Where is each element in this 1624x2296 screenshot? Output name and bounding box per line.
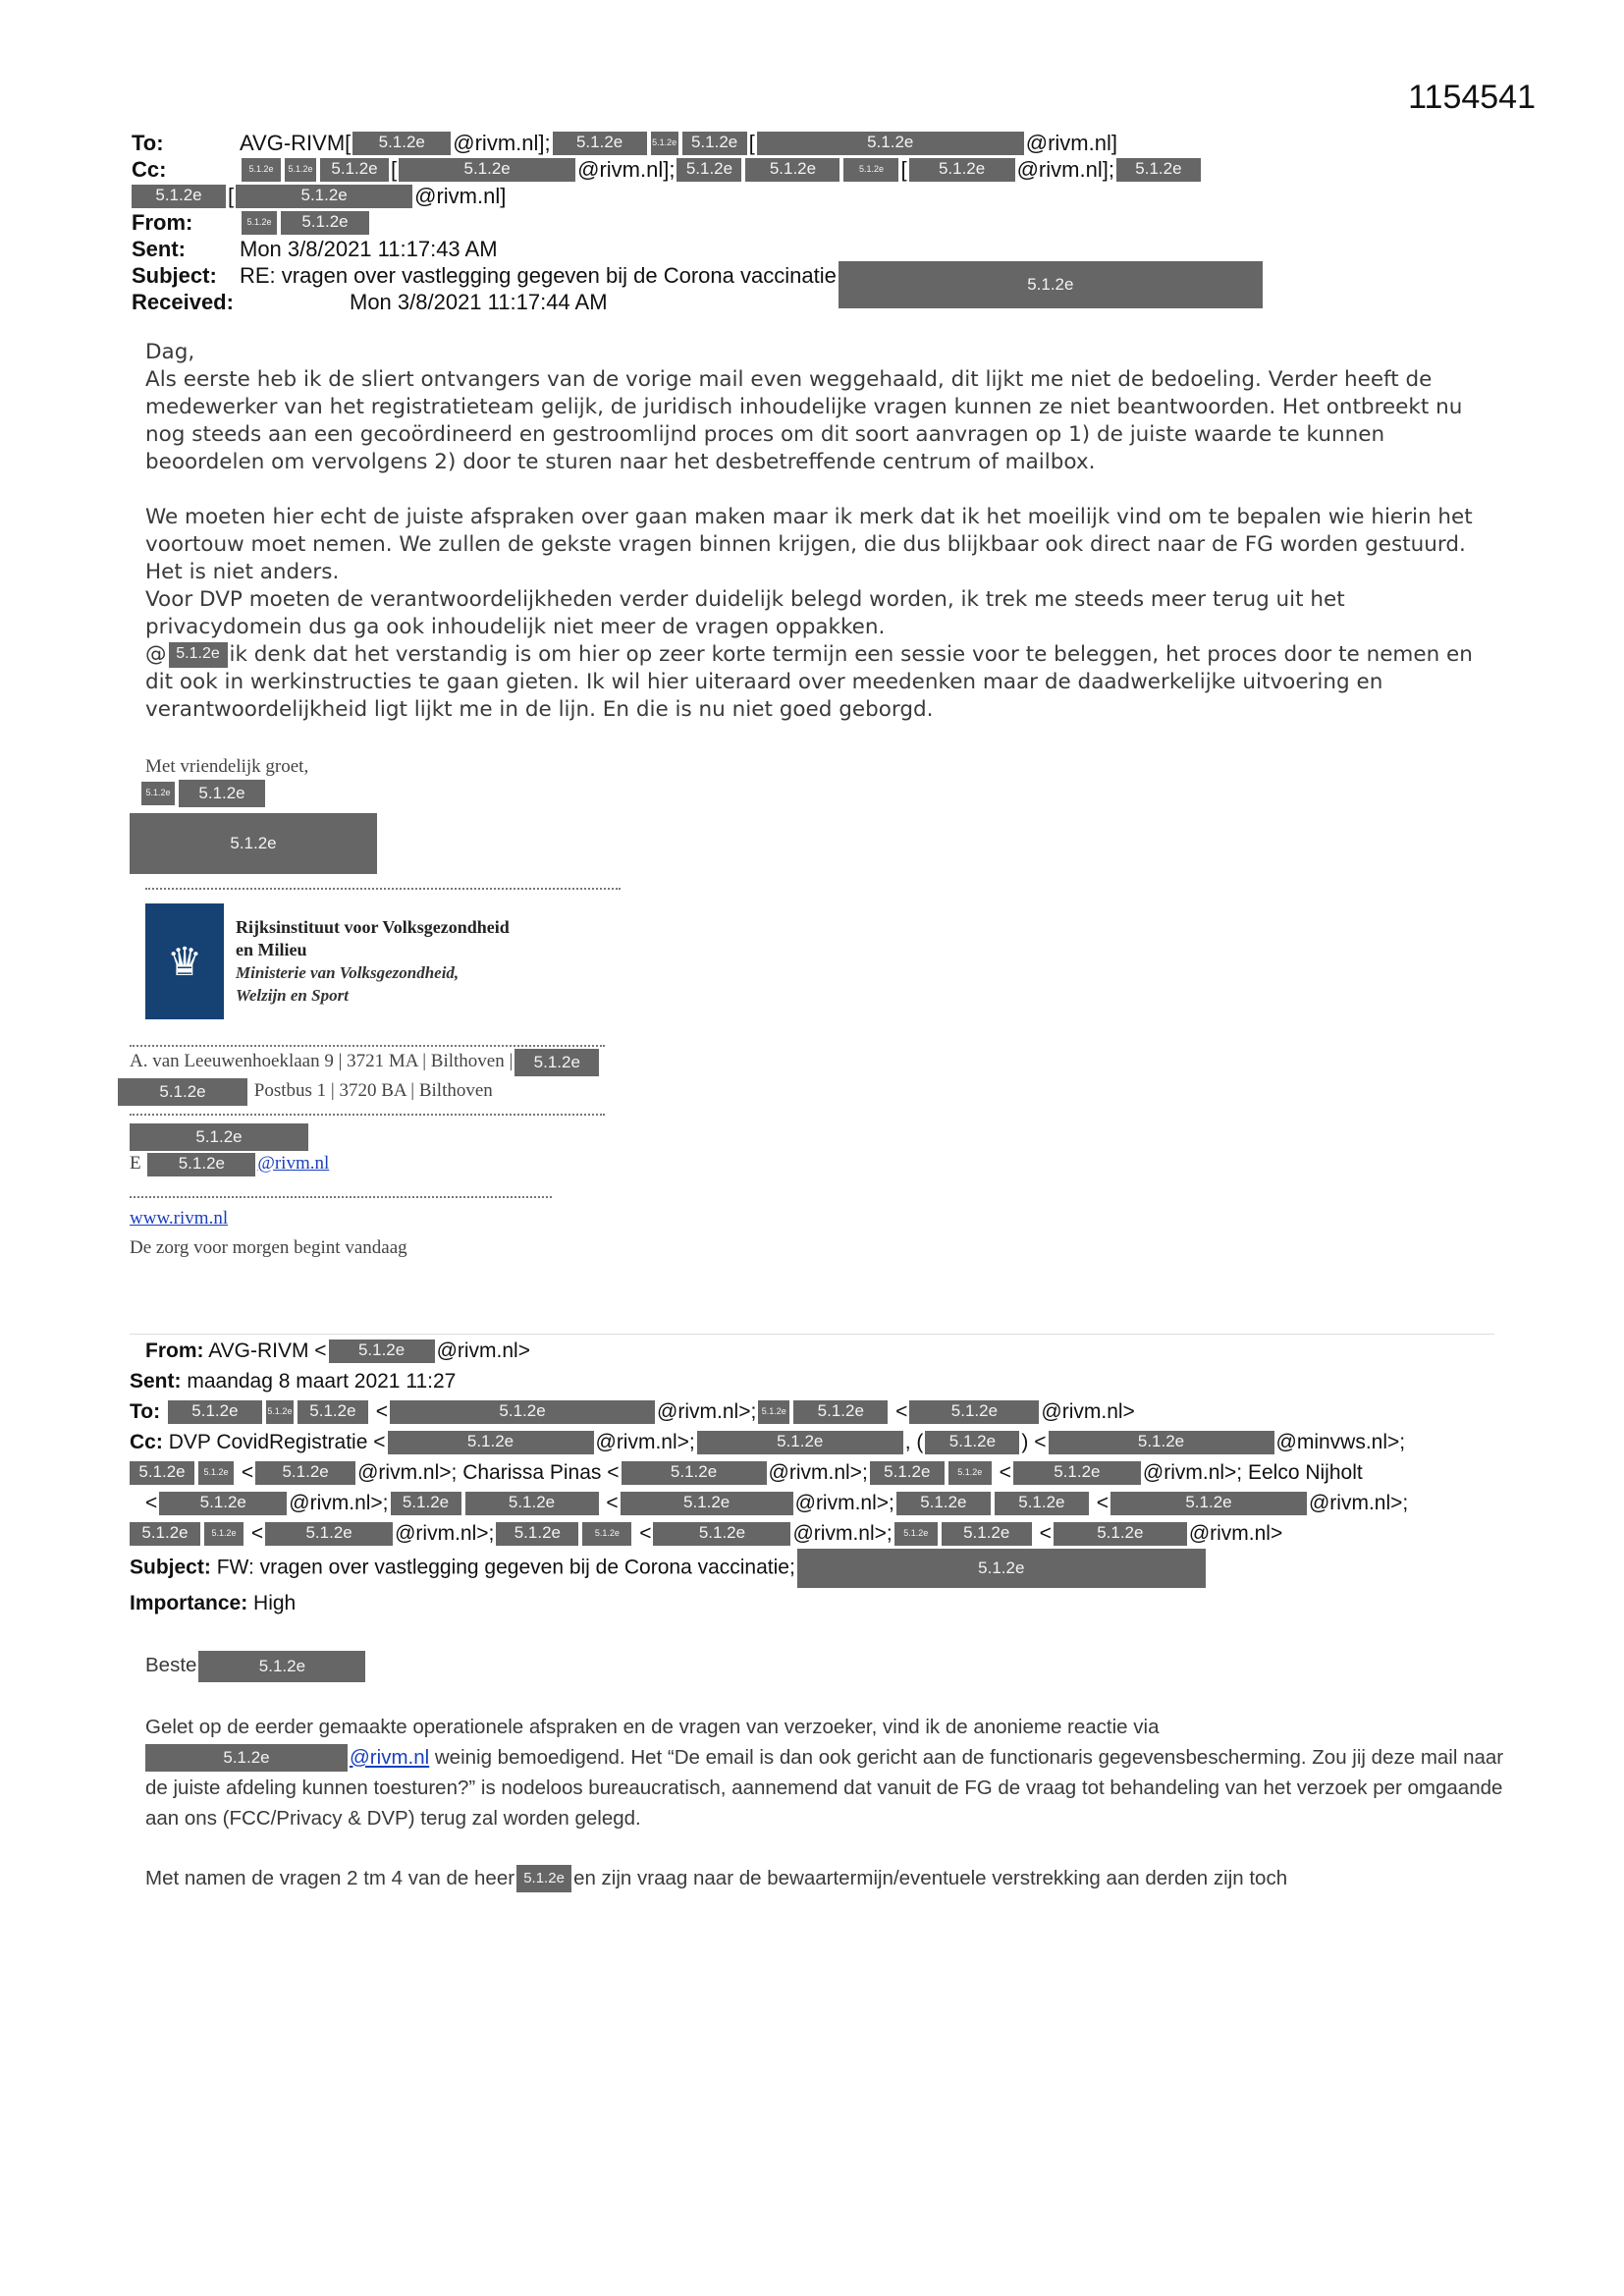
email-body: [145, 339, 1500, 724]
redaction: 5.1.2e: [266, 1400, 294, 1424]
redaction: 5.1.2e: [621, 1492, 793, 1515]
redaction: 5.1.2e: [697, 1431, 903, 1454]
to-row: [132, 130, 1526, 156]
lt: <: [250, 1522, 264, 1545]
minvws-domain: @minvws.nl>;: [1275, 1431, 1406, 1453]
postbus: Postbus 1 | 3720 BA | Bilthoven: [253, 1080, 493, 1101]
lt: <: [1039, 1522, 1052, 1545]
redaction: 5.1.2e: [132, 185, 226, 208]
redaction: 5.1.2e: [1116, 158, 1201, 182]
bracket: [: [228, 184, 235, 208]
separator: [130, 1334, 1494, 1335]
redaction: 5.1.2e: [281, 211, 369, 235]
to-label: To:: [132, 131, 164, 155]
lt: <: [145, 1492, 158, 1514]
redaction: 5.1.2e: [896, 1492, 991, 1515]
logo-line-1: Rijksinstituut voor Volksgezondheid: [236, 917, 510, 937]
lt: <: [639, 1522, 652, 1545]
redaction: 5.1.2e: [255, 1461, 355, 1485]
redaction: 5.1.2e: [265, 1522, 393, 1546]
to-domain-end: @rivm.nl]: [1025, 131, 1117, 155]
redaction: 5.1.2e: [677, 158, 741, 182]
cc-domain: @rivm.nl];: [577, 157, 676, 182]
fw-subject-row: [130, 1549, 1524, 1588]
redaction: 5.1.2e: [1054, 1522, 1187, 1546]
redaction: 5.1.2e: [1049, 1431, 1274, 1454]
forwarded-header: [130, 1336, 1524, 1618]
address-domain: @rivm.nl>;: [289, 1492, 389, 1514]
cc-eelco: @rivm.nl>; Eelco Nijholt: [1142, 1461, 1363, 1484]
sender-title-redacted: [130, 813, 1013, 874]
redaction: 5.1.2e: [995, 1492, 1089, 1515]
logo-line-3: Ministerie van Volksgezondheid,: [236, 963, 460, 982]
received-value: Mon 3/8/2021 11:17:44 AM: [350, 290, 608, 314]
redaction: 5.1.2e: [130, 1461, 194, 1485]
redaction: 5.1.2e: [757, 132, 1024, 155]
tagline: De zorg voor morgen begint vandaag: [130, 1237, 407, 1258]
sent-label: Sent:: [132, 237, 186, 261]
redaction: 5.1.2e: [168, 1400, 262, 1424]
document-number: 1154541: [1408, 79, 1536, 116]
address-domain: @rivm.nl>;: [595, 1431, 695, 1453]
divider: [130, 1194, 552, 1198]
redaction: 5.1.2e: [465, 1492, 599, 1515]
logo-line-2: en Milieu: [236, 940, 307, 959]
lt: <: [999, 1461, 1011, 1484]
bracket: [: [900, 157, 907, 182]
cc-row-2: [132, 183, 1526, 209]
fw-importance-label: Importance:: [130, 1592, 248, 1614]
paragraph-2c: [145, 641, 1500, 724]
redaction: 5.1.2e: [159, 1492, 287, 1515]
postbus-line: [130, 1076, 1013, 1106]
cc-charissa: @rivm.nl>; Charissa Pinas <: [357, 1461, 620, 1484]
redaction: 5.1.2e: [942, 1522, 1032, 1546]
lt: <: [895, 1400, 908, 1423]
fw-from-domain: @rivm.nl>: [436, 1339, 530, 1362]
lt: <: [1096, 1492, 1109, 1514]
redaction: 5.1.2e: [1110, 1492, 1307, 1515]
email-header: [132, 130, 1526, 315]
cc-label: Cc:: [132, 157, 167, 182]
address-domain: @rivm.nl>;: [792, 1522, 893, 1545]
bracket: [: [391, 157, 398, 182]
fw-cc-label: Cc:: [130, 1431, 163, 1453]
cc-domain-end: @rivm.nl]: [414, 184, 507, 208]
redaction: 5.1.2e: [145, 1744, 348, 1772]
to-name: AVG-RIVM[: [240, 131, 352, 155]
email-label: E: [130, 1153, 141, 1174]
redaction: 5.1.2e: [553, 132, 647, 155]
fw-from-row: [145, 1336, 1524, 1366]
redaction: 5.1.2e: [514, 1049, 599, 1076]
at-sign: @: [145, 642, 167, 667]
redaction: 5.1.2e: [839, 261, 1263, 308]
redaction: 5.1.2e: [390, 1400, 655, 1424]
address-domain: @rivm.nl>;: [794, 1492, 894, 1514]
fw-sent-value: maandag 8 maart 2021 11:27: [187, 1370, 457, 1393]
redaction: 5.1.2e: [391, 1492, 461, 1515]
fw-greeting: [145, 1650, 1510, 1682]
fw-importance-value: High: [253, 1592, 297, 1614]
redaction: 5.1.2e: [622, 1461, 767, 1485]
redaction: 5.1.2e: [204, 1522, 244, 1546]
fw-subject-label: Subject:: [130, 1556, 211, 1579]
redaction: 5.1.2e: [758, 1400, 789, 1424]
fw-to-label: To:: [130, 1400, 161, 1423]
sender-name-redacted: [141, 780, 1013, 807]
received-label: Received:: [132, 290, 234, 314]
cc-first: DVP CovidRegistratie <: [168, 1431, 386, 1453]
address-domain: @rivm.nl>;: [768, 1461, 868, 1484]
crest-icon: ♛: [145, 903, 224, 1019]
redaction: 5.1.2e: [198, 1461, 234, 1485]
fw-p1b: weinig bemoedigend. Het “De email is dan ook gericht aan de functionaris gegevensbescherming. Zou jij deze mail naar de juiste afdeling kunnen toesturen?” is nodeloos bureaucratisch, aannemend dat vanuit de FG de vraag tot behandeling van het verzoek per omgaande aan ons (FCC/Privacy & DVP) terug zal worden gelegd.: [145, 1745, 1504, 1830]
redaction: 5.1.2e: [329, 1339, 435, 1363]
redaction: 5.1.2e: [147, 1153, 255, 1176]
fw-paragraph-2: [145, 1863, 1510, 1893]
paragraph-2b: Voor DVP moeten de verantwoordelijkheden verder duidelijk belegd worden, ik trek me steeds meer terug uit het privacydomein dus ga ook inhoudelijk niet meer de vragen oppakken.: [145, 587, 1345, 639]
received-row: [132, 289, 1526, 315]
paragraph-2a: We moeten hier echt de juiste afspraken over gaan maken maar ik merk dat ik het moeilijk vind om te bepalen wie hierin het voortouw moet nemen. We zullen de gekste vragen binnen krijgen, die dus blijkbaar ook direct naar de FG worden gestuurd. Het is niet anders.: [145, 505, 1473, 584]
redaction: 5.1.2e: [948, 1461, 992, 1485]
redaction: 5.1.2e: [1013, 1461, 1141, 1485]
redaction: 5.1.2e: [870, 1461, 945, 1485]
redaction: 5.1.2e: [130, 1123, 308, 1151]
redaction: 5.1.2e: [797, 1549, 1206, 1588]
redaction: 5.1.2e: [118, 1078, 247, 1106]
redaction: 5.1.2e: [179, 780, 265, 807]
redaction: 5.1.2e: [682, 132, 747, 155]
from-row: [132, 209, 1526, 236]
redaction: 5.1.2e: [141, 782, 175, 805]
sent-value: Mon 3/8/2021 11:17:43 AM: [240, 237, 498, 261]
paren-open: , (: [904, 1431, 924, 1453]
paragraph-2c-text: ik denk dat het verstandig is om hier op zeer korte termijn een sessie voor te beleggen, het proces door te nemen en dit ook in werkinstructies te gaan gieten. Ik wil hier uiteraard over meedenken maar de daadwerkelijke uitvoering en verantwoordelijkheid ligt lijkt me in de lijn. En die is nu niet goed geborgd.: [145, 642, 1473, 722]
redaction: 5.1.2e: [496, 1522, 578, 1546]
redaction: 5.1.2e: [651, 132, 678, 155]
closing-greeting: Met vriendelijk groet,: [145, 756, 309, 777]
paragraph-1: Dag, Als eerste heb ik de sliert ontvangers van de vorige mail even weggehaald, dit lijkt me niet de bedoeling. Verder heeft de medewerker van het registratieteam gelijk, de juridisch inhoudelijke vragen kunnen ze niet beantwoorden. Het ontbreekt nu nog steeds aan een gecoördineerd en gestroomlijnd proces om dit soort aanvragen op 1) de juiste waarde te kunnen beoordelen om vervolgens 2) door te sturen naar het desbetreffende centrum of mailbox.: [145, 340, 1463, 474]
redaction: 5.1.2e: [320, 158, 389, 182]
cc-domain: @rivm.nl];: [1016, 157, 1114, 182]
redaction: 5.1.2e: [130, 813, 377, 874]
lt: <: [241, 1461, 254, 1484]
redaction: 5.1.2e: [653, 1522, 790, 1546]
address-domain: @rivm.nl>: [1188, 1522, 1283, 1545]
fw-p2b: en zijn vraag naar de bewaartermijn/eventuele verstrekking aan derden zijn toch: [573, 1866, 1288, 1889]
logo-line-4: Welzijn en Sport: [236, 986, 349, 1005]
paragraph-2: [145, 504, 1500, 724]
address-domain: @rivm.nl>: [1041, 1400, 1135, 1423]
fw-paragraph-1: [145, 1712, 1510, 1833]
redaction: 5.1.2e: [582, 1522, 631, 1546]
fw-from-value: AVG-RIVM <: [208, 1339, 327, 1362]
redaction: 5.1.2e: [843, 158, 898, 182]
divider: [145, 886, 621, 890]
fw-cc-row-1: [130, 1427, 1524, 1457]
redaction: 5.1.2e: [793, 1400, 888, 1424]
subject-label: Subject:: [132, 263, 217, 288]
to-domain: @rivm.nl];: [453, 131, 551, 155]
paren-close: ) <: [1021, 1431, 1047, 1453]
email-line: [130, 1151, 1013, 1176]
fw-greeting-text: Beste: [145, 1654, 197, 1676]
redaction: 5.1.2e: [745, 158, 839, 182]
fw-sent-row: [130, 1366, 1524, 1396]
bracket: [: [748, 131, 755, 155]
cc-row: [132, 156, 1526, 183]
redaction: 5.1.2e: [130, 1522, 200, 1546]
fw-from-label: From:: [145, 1339, 204, 1362]
redaction: 5.1.2e: [925, 1431, 1019, 1454]
fw-cc-row-2: [130, 1457, 1524, 1488]
fw-cc-row-3: [130, 1488, 1524, 1518]
fw-sent-label: Sent:: [130, 1370, 182, 1393]
redaction: 5.1.2e: [298, 1400, 368, 1424]
website-line: [130, 1204, 1013, 1233]
website-link[interactable]: www.rivm.nl: [130, 1208, 229, 1229]
address-domain: @rivm.nl>;: [1308, 1492, 1409, 1514]
rivm-logo: [145, 903, 1013, 1019]
redaction: 5.1.2e: [894, 1522, 938, 1546]
divider: [130, 1112, 605, 1116]
redaction: 5.1.2e: [198, 1651, 365, 1682]
redaction: 5.1.2e: [242, 211, 277, 235]
fw-subject-value: FW: vragen over vastlegging gegeven bij de Corona vaccinatie;: [216, 1556, 795, 1579]
redaction: 5.1.2e: [909, 158, 1015, 182]
redaction: 5.1.2e: [169, 642, 228, 668]
fw-email-link[interactable]: @rivm.nl: [350, 1745, 430, 1769]
address-domain: @rivm.nl>;: [395, 1522, 495, 1545]
fw-cc-row-4: [130, 1518, 1524, 1549]
fw-p2a: Met namen de vragen 2 tm 4 van de heer: [145, 1866, 515, 1889]
fw-importance-row: [130, 1588, 1524, 1618]
redaction: 5.1.2e: [399, 158, 575, 182]
lt: <: [375, 1400, 389, 1423]
redaction: 5.1.2e: [516, 1865, 571, 1892]
address: A. van Leeuwenhoeklaan 9 | 3721 MA | Bilthoven |: [130, 1051, 514, 1071]
subject-value: RE: vragen over vastlegging gegeven bij de Corona vaccinatie: [240, 263, 837, 288]
signature: [130, 756, 1013, 1263]
redaction: 5.1.2e: [352, 132, 451, 155]
redaction: 5.1.2e: [388, 1431, 594, 1454]
address-domain: @rivm.nl>;: [657, 1400, 757, 1423]
redaction: 5.1.2e: [236, 185, 412, 208]
redaction: 5.1.2e: [909, 1400, 1039, 1424]
lt: <: [606, 1492, 619, 1514]
subject-row: [132, 262, 1526, 294]
phone-redacted: [130, 1121, 1013, 1151]
fw-to-row: [130, 1396, 1524, 1427]
forwarded-body: [145, 1650, 1510, 1923]
redaction: 5.1.2e: [285, 158, 316, 182]
address-line: [130, 1047, 1013, 1076]
sent-row: [132, 236, 1526, 262]
fw-p1a: Gelet op de eerder gemaakte operationele afspraken en de vragen van verzoeker, vind ik de anonieme reactie via: [145, 1715, 1160, 1738]
email-link[interactable]: @rivm.nl: [257, 1153, 330, 1174]
from-label: From:: [132, 210, 193, 235]
redaction: 5.1.2e: [242, 158, 281, 182]
